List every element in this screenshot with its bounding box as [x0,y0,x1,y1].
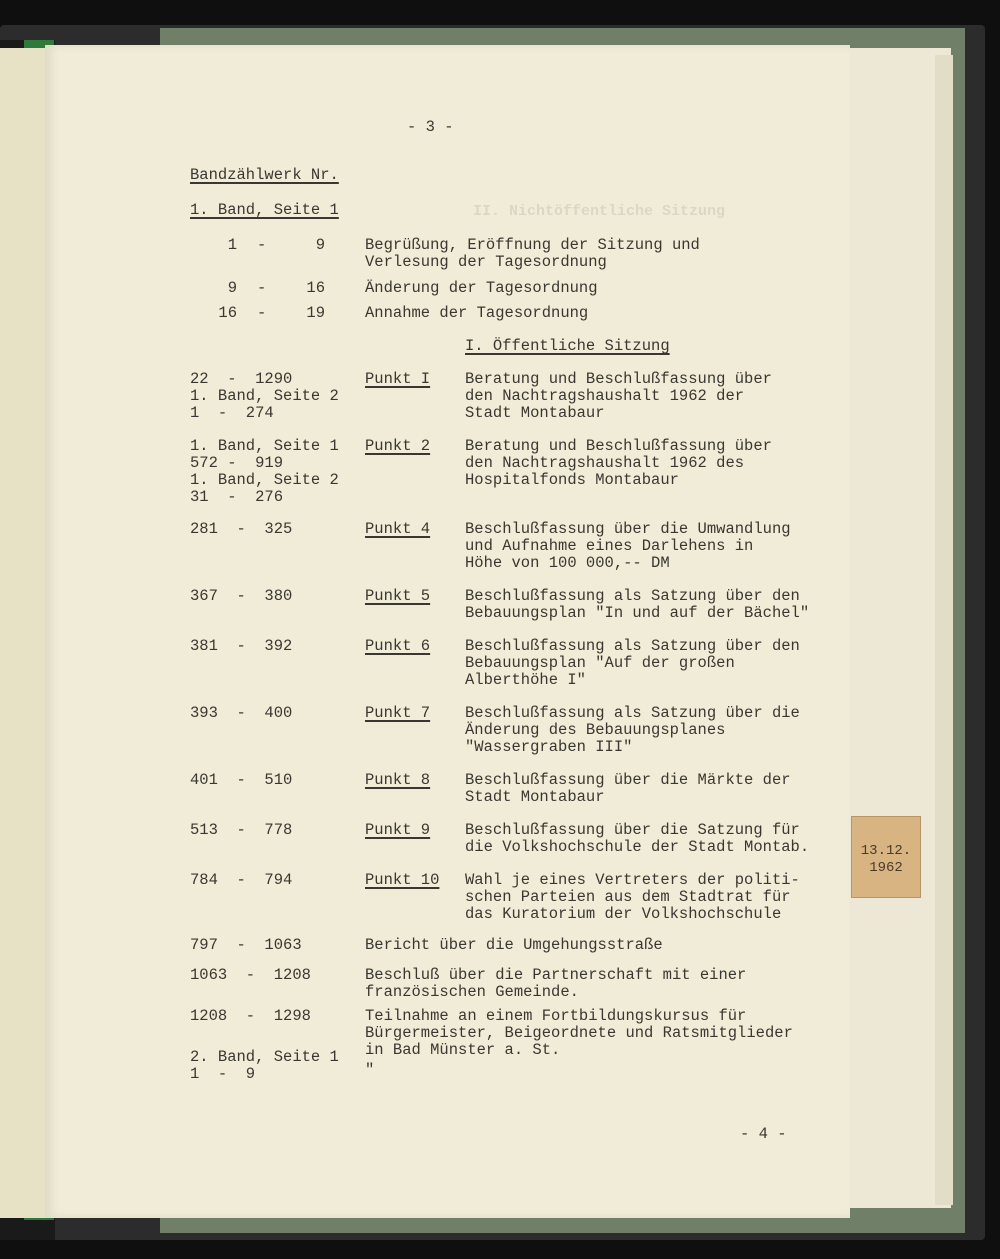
entry-text: Änderung der Tagesordnung [365,279,598,297]
counter-range: 381 - 392 [190,637,293,655]
punkt-text: Wahl je eines Vertreters der politi- [465,871,800,889]
range-dash: - [257,304,267,322]
range-dash: - [257,279,267,297]
punkt-label: Punkt I [365,370,431,388]
punkt-label: Punkt 7 [365,704,431,722]
punkt-label: Punkt 10 [365,871,440,889]
counter-range: 1063 - 1208 [190,966,311,984]
counter-range: 401 - 510 [190,771,293,789]
counter-range: 281 - 325 [190,520,293,538]
entry-text: Bericht über die Umgehungsstraße [365,936,663,954]
punkt-text: schen Parteien aus dem Stadtrat für [465,888,791,906]
punkt-text: Beschlußfassung über die Umwandlung [465,520,791,538]
punkt-text: Beschlußfassung über die Satzung für [465,821,800,839]
punkt-text: Beschlußfassung als Satzung über den [465,587,800,605]
counter-range: 513 - 778 [190,821,293,839]
entry-text: französischen Gemeinde. [365,983,579,1001]
punkt-text: Stadt Montabaur [465,404,605,422]
punkt-text: das Kuratorium der Volkshochschule [465,905,782,923]
entry-text: in Bad Münster a. St. [365,1041,561,1059]
entry-text: Annahme der Tagesordnung [365,304,589,322]
range-from: 9 [227,279,237,297]
punkt-label: Punkt 4 [365,520,431,538]
range-to: 16 [306,279,325,297]
punkt-text: und Aufnahme eines Darlehens in [465,537,754,555]
date-index-tab[interactable] [851,816,921,898]
punkt-label: Punkt 2 [365,437,431,455]
entry-text: Bürgermeister, Beigeordnete und Ratsmitglieder [365,1024,793,1042]
counter-range: 1208 - 1298 [190,1007,311,1025]
tab-date: 13.12. [860,843,912,859]
punkt-label: Punkt 5 [365,587,431,605]
range-dash: - [257,236,267,254]
counter-range: 1. Band, Seite 1 [190,437,339,455]
punkt-text: den Nachtragshaushalt 1962 des [465,454,745,472]
punkt-text: Höhe von 100 000,-- DM [465,554,670,572]
punkt-label: Punkt 9 [365,821,431,839]
punkt-text: Alberthöhe I" [465,671,586,689]
counter-range: 393 - 400 [190,704,293,722]
page-stack-inner [935,55,953,1205]
counter-range: 22 - 1290 [190,370,293,388]
counter-range: 2. Band, Seite 1 [190,1048,339,1066]
punkt-text: Änderung des Bebauungsplanes [465,721,726,739]
counter-range: 367 - 380 [190,587,293,605]
counter-range: 784 - 794 [190,871,293,889]
tab-year: 1962 [869,860,903,876]
counter-range: 1 - 274 [190,404,274,422]
entry-text: " [365,1061,375,1079]
heading: Bandzählwerk Nr. [190,166,339,184]
punkt-text: Hospitalfonds Montabaur [465,471,679,489]
punkt-text: die Volkshochschule der Stadt Montab. [465,838,810,856]
page-number: - 3 - [407,118,454,136]
document-page [45,45,850,1218]
bleed-through-text: II. Nichtöffentliche Sitzung [473,203,726,220]
entry-text: Verlesung der Tagesordnung [365,253,607,271]
counter-range: 31 - 276 [190,488,284,506]
counter-range: 572 - 919 [190,454,284,472]
counter-range: 797 - 1063 [190,936,302,954]
punkt-text: den Nachtragshaushalt 1962 der [465,387,745,405]
punkt-label: Punkt 8 [365,771,431,789]
punkt-text: Beschlußfassung als Satzung über den [465,637,800,655]
punkt-text: Stadt Montabaur [465,788,605,806]
punkt-text: Beratung und Beschlußfassung über [465,370,772,388]
punkt-text: Beratung und Beschlußfassung über [465,437,772,455]
range-from: 1 [227,236,237,254]
punkt-text: "Wassergraben III" [465,738,633,756]
counter-range: 1 - 9 [190,1065,256,1083]
punkt-text: Bebauungsplan "In und auf der Bächel" [465,604,810,622]
punkt-text: Beschlußfassung über die Märkte der [465,771,791,789]
range-from: 16 [218,304,237,322]
counter-range: 1. Band, Seite 2 [190,387,339,405]
punkt-text: Beschlußfassung als Satzung über die [465,704,800,722]
entry-text: Begrüßung, Eröffnung der Sitzung und [365,236,700,254]
punkt-label: Punkt 6 [365,637,431,655]
section-title: I. Öffentliche Sitzung [465,337,670,355]
entry-text: Teilnahme an einem Fortbildungskursus für [365,1007,747,1025]
band-header: 1. Band, Seite 1 [190,201,339,219]
entry-text: Beschluß über die Partnerschaft mit einer [365,966,747,984]
range-to: 19 [306,304,325,322]
next-page-number: - 4 - [740,1125,787,1143]
range-to: 9 [315,236,325,254]
counter-range: 1. Band, Seite 2 [190,471,339,489]
punkt-text: Bebauungsplan "Auf der großen [465,654,735,672]
